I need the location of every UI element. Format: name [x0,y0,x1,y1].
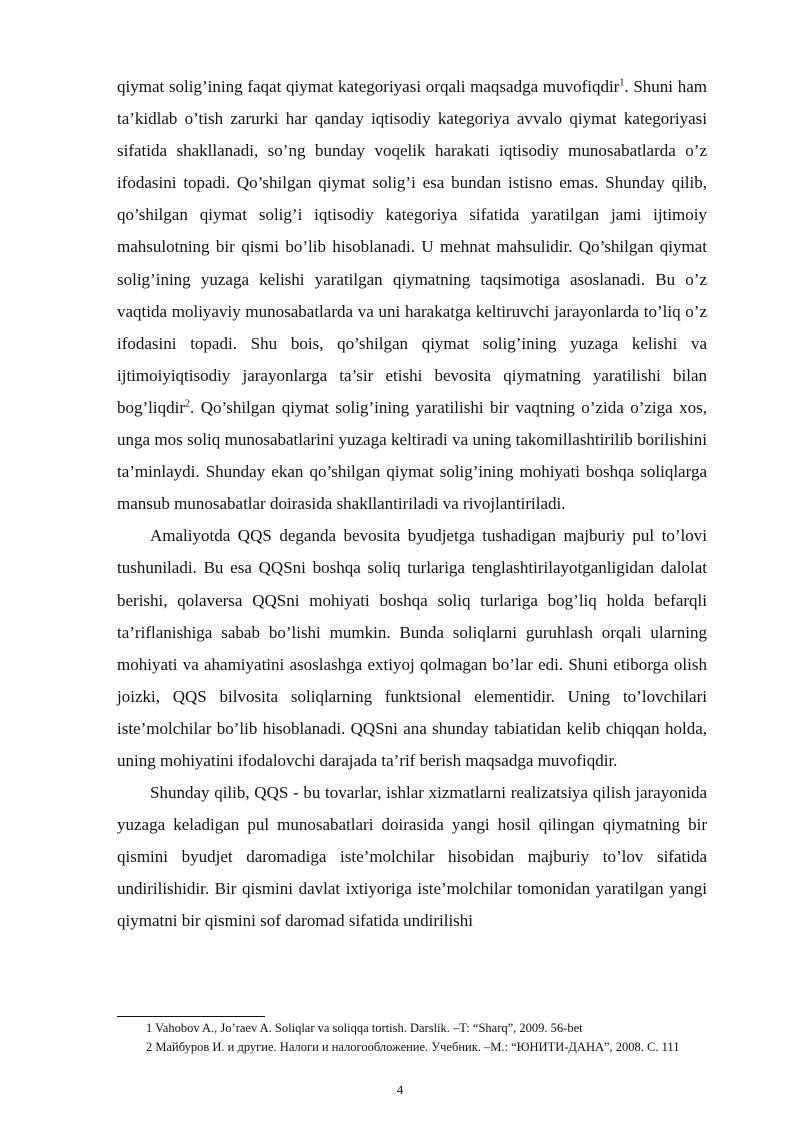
paragraph-3: Shunday qilib, QQS - bu tovarlar, ishlar xizmatlarni realizatsiya qilish jarayonida yuzaga keladigan pul munosabatlari doirasida yangi hosil qilingan qiymatning bir qismini byudjet daromadiga iste’molchilar hisobidan majburiy to’lov sifatida undirilishidir. Bir qismini davlat ixtiyoriga iste’molchilar tomonidan yaratilgan yangi qiymatni bir qismini sof daromad sifatida undirilishi [117,783,707,931]
paragraph-2: Amaliyotda QQS deganda bevosita byudjetga tushadigan majburiy pul to’lovi tushuniladi. Bu esa QQSni boshqa soliq turlariga tenglashtirilayotganligidan dalolat berishi, qolaversa QQSni mohiyati boshqa soliq turlariga bog’liq holda befarqli ta’riflanishiga sabab bo’lishi mumkin. Bunda soliqlarni guruhlash orqali ularning mohiyati va ahamiyatini asoslashga extiyoj qolmagan bo’lar edi. Shuni etiborga olish joizki, QQS bilvosita soliqlarning funktsional elementidir. Uning to’lovchilari iste’molchilar bo’lib hisoblanadi. QQSni ana shunday tabiatidan kelib chiqqan holda, uning mohiyatini ifodalovchi darajada ta’rif berish maqsadga muvofiqdir. [117,526,707,770]
footnote-ref-2: 2 [185,398,190,410]
body-text [117,71,707,938]
footnote-separator [117,1016,265,1017]
paragraph-1-part-c: . Qo’shilgan qiymat solig’ining yaratilishi bir vaqtning o’zida o’ziga xos, unga mos soliq munosabatlarini yuzaga keltiradi va uning takomillashtirilib borilishini ta’minlaydi. Shunday ekan qo’shilgan qiymat solig’ining mohiyati boshqa soliqlarga mansub munosabatlar doirasida shakllantiriladi va rivojlantiriladi. [117,397,707,514]
paragraph-1-part-a: qiymat solig’ining faqat qiymat kategoriyasi orqali maqsadga muvofiqdir [117,77,620,96]
footnote-ref-1: 1 [619,77,625,89]
page-number: 4 [396,1082,404,1097]
footnote-1: 1 Vahobov A., Jo’raev A. Soliqlar va soliqqa tortish. Darslik. –T: “Sharq”, 2009. 56-bet [146,1021,583,1035]
paragraph-1-part-b: . Shuni ham ta’kidlab o’tish zarurki har qanday iqtisodiy kategoriya avvalo qiymat kategoriyasi sifatida shakllanadi, so’ng bunday voqelik harakati iqtisodiy munosabatlarda o’z ifodasini topadi. Qo’shilgan qiymat solig’i esa bundan istisno emas. Shunday qilib, qo’shilgan qiymat solig’i iqtisodiy kategoriya sifatida yaratilgan jami ijtimoiy mahsulotning bir qismi bo’lib hisoblanadi. U mehnat mahsulidir. Qo’shilgan qiymat solig’ining yuzaga kelishi yaratilgan qiymatning taqsimotiga asoslanadi. Bu o’z vaqtida moliyaviy munosabatlarda va uni harakatga keltiruvchi jarayonlarda to’liq o’z ifodasini topadi. Shu bois, qo’shilgan qiymat solig’ining yuzaga kelishi va ijtimoiyiqtisodiy jarayonlarga ta’sir etishi bevosita qiymatning yaratilishi bilan bog’liqdir [117,77,708,417]
footnotes [146,1019,746,1057]
paragraph-1 [117,71,707,520]
footnote-2: 2 Майбуров И. и другие. Налоги и налогообложение. Учебник. –М.: “ЮНИТИ-ДАНА”, 2008. С. 111 [146,1040,680,1054]
